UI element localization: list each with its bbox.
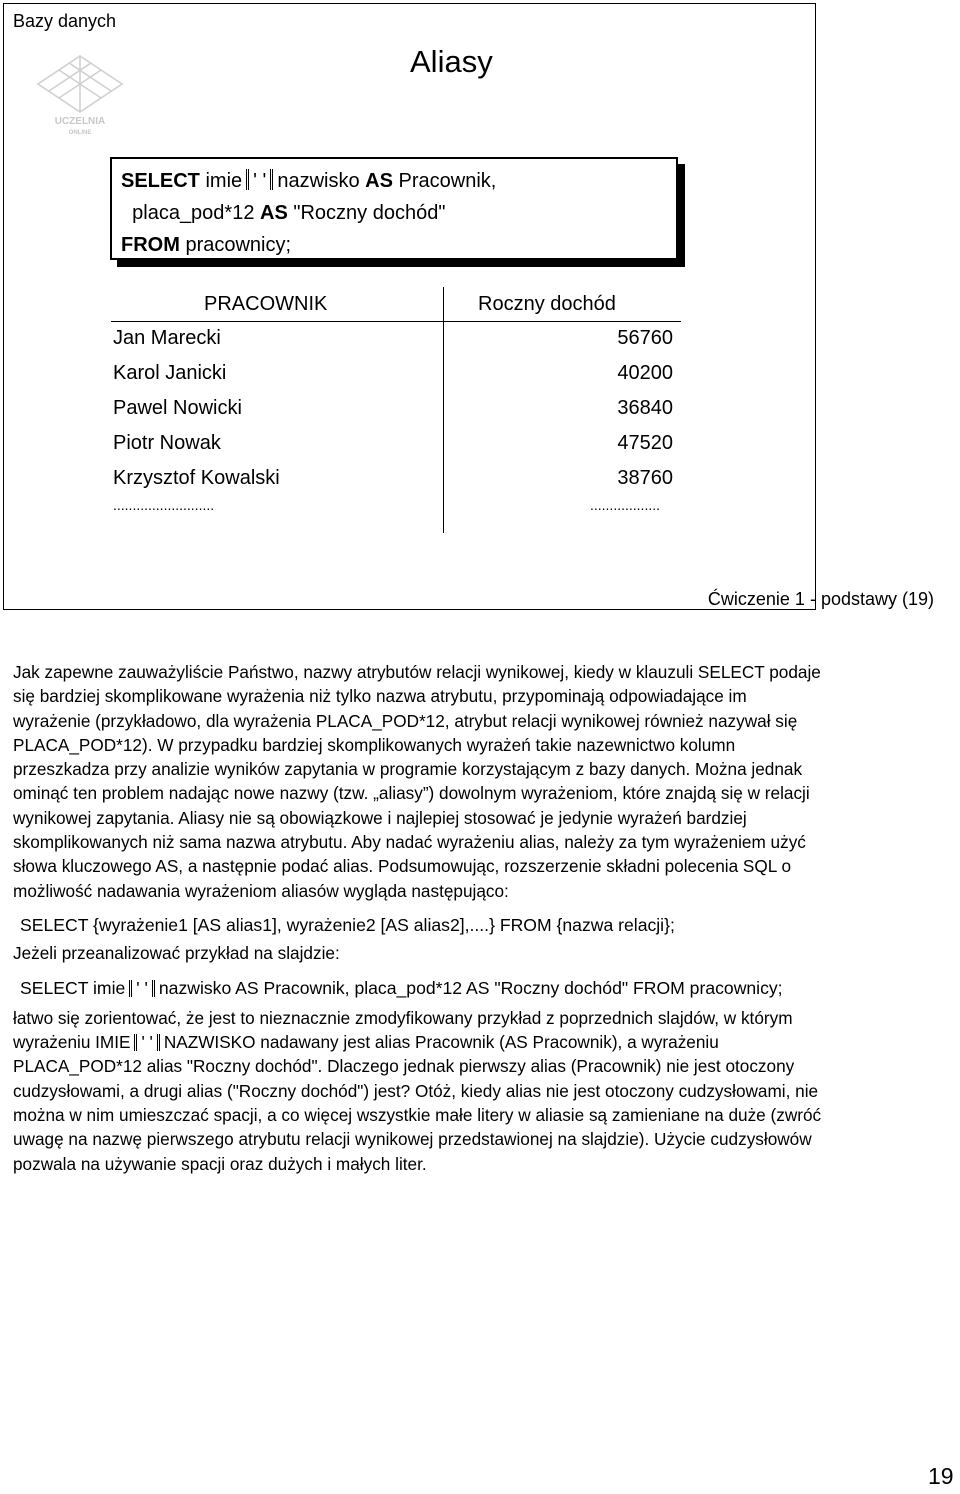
course-title: Bazy danych — [13, 11, 117, 31]
logo-text-1: UCZELNIA — [54, 116, 106, 127]
notes-paragraph-3: łatwo się zorientować, że jest to nieznacznie zmodyfikowany przykład z poprzednich slajdów, w którym wyrażeniu IMIE ' ' NAZWISKO nadawany jest alias Pracownik (AS Pracownik), a wyrażeniu PLACA_POD*12 alias "Roczny dochód". Dlaczego jednak pierwszy alias (Pracownik) nie jest otoczony cudzysłowami, a drugi alias ("Roczny dochód") jest? Otóż, kiedy alias nie jest otoczony cudzysłowami, nie można w nim umieszczać spacji, a co więcej wszystkie małe litery w aliasie są zamieniane na duże (zwróć uwagę na nazwę pierwszego atrybutu relacji wynikowej przedstawionej na slajdzie). Użycie cudzysłowów pozwala na używanie spacji oraz dużych i małych liter. — [13, 1007, 822, 1174]
notes-paragraph-2: Jeżeli przeanalizować przykład na slajdzie: — [13, 943, 340, 964]
sql-line-2: placa_pod*12 AS "Roczny dochód" — [132, 202, 446, 224]
syntax-line: SELECT {wyrażenie1 [AS alias1], wyrażenie2 [AS alias2],....} FROM {nazwa relacji}; — [20, 914, 675, 935]
table-row: Pawel Nowicki 36840 — [113, 397, 673, 419]
table-row: Jan Marecki 56760 — [113, 327, 673, 349]
table-row: Krzysztof Kowalski 38760 — [113, 467, 673, 489]
header-pracownik: PRACOWNIK — [204, 293, 328, 315]
table-row: Piotr Nowak 47520 — [113, 432, 673, 454]
sql-line-3: FROM pracownicy; — [121, 234, 292, 256]
sql-line-1: SELECT imie ' ' nazwisko AS Pracownik, — [121, 170, 497, 192]
table-header-divider — [111, 321, 681, 322]
notes-paragraph-1: Jak zapewne zauważyliście Państwo, nazwy atrybutów relacji wynikowej, kiedy w klauzuli SELECT podaje się bardziej skomplikowane wyrażenia niż tylko nazwa atrybutu, przypominają odpowiadające im wyrażenie (przykładowo, dla wyrażenia PLACA_POD*12, atrybut relacji wynikowej również nazywał się PLACA_POD*12). W przypadku bardziej skomplikowanych wyrażeń takie nazewnictwo kolumn przeszkadza przy analizie wyników zapytania w programie korzystającym z bazy danych. Można jednak ominąć ten problem nadając nowe nazwy (tzw. „aliasy”) dowolnym wyrażeniom, które znajdą się w relacji wynikowej zapytania. Aliasy nie są obowiązkowe i najlepiej stosować je jedynie wyrażeń bardziej skomplikowanych niż sama nazwa atrybutu. Aby nadać wyrażeniu alias, należy za tym wyrażeniem użyć słowa kluczowego AS, a następnie podać alias. Podsumowując, rozszerzenie składni polecenia SQL o możliwość nadawania wyrażeniom aliasów wygląda następująco: — [13, 662, 821, 901]
logo-text-2: ONLINE — [68, 130, 92, 136]
slide-footer: Ćwiczenie 1 - podstawy (19) — [707, 589, 934, 609]
page-number: 19 — [928, 1463, 954, 1489]
example-sql: SELECT imie ' ' nazwisko AS Pracownik, placa_pod*12 AS "Roczny dochód" FROM pracownicy; — [20, 977, 783, 998]
header-roczny-dochod: Roczny dochód — [478, 293, 616, 315]
sql-code-box — [110, 157, 678, 260]
slide-title: Aliasy — [410, 44, 493, 79]
table-row-ellipsis: .......................... .................. — [113, 497, 660, 513]
lecture-notes — [13, 660, 823, 1176]
table-row: Karol Janicki 40200 — [113, 362, 673, 384]
university-logo — [34, 54, 126, 136]
